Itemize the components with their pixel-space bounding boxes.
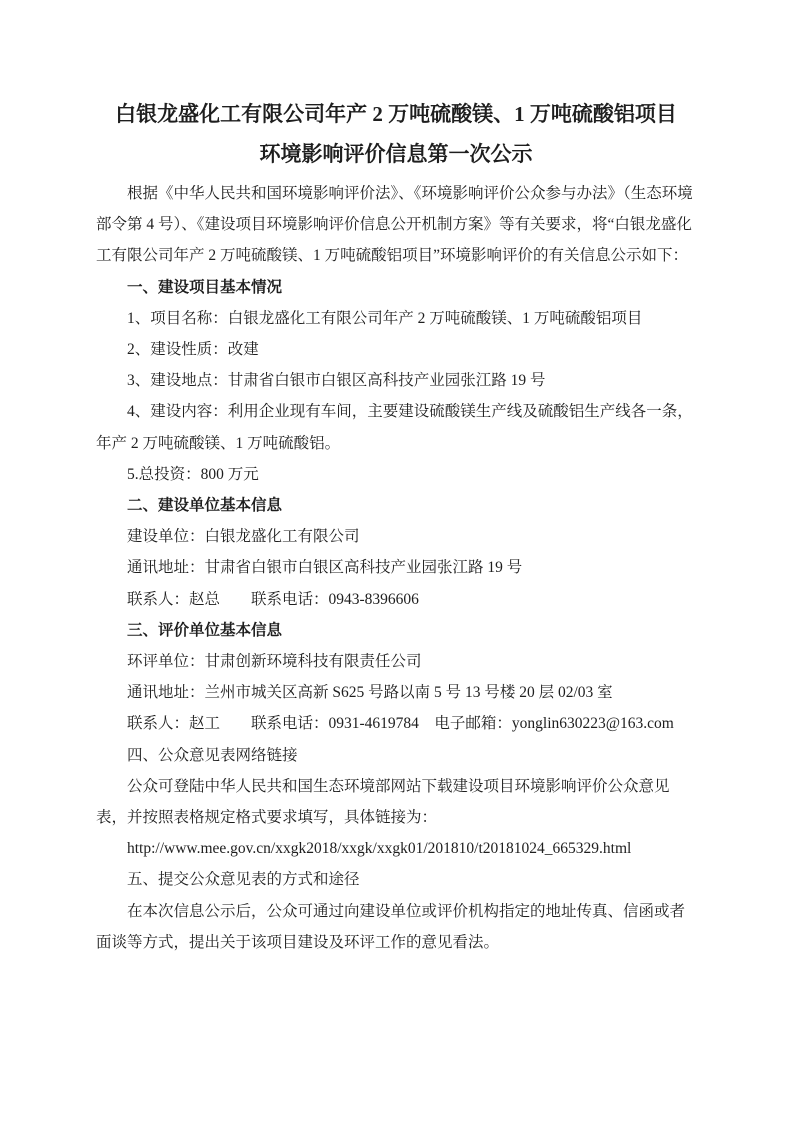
document-body	[96, 178, 696, 958]
section-feedback-link-heading: 四、公众意见表网络链接	[127, 746, 298, 764]
section-builder-info-heading: 二、建设单位基本信息	[127, 497, 283, 515]
feedback-link-url: http://www.mee.gov.cn/xxgk2018/xxgk/xxgk01/201810/t20181024_665329.html	[127, 840, 632, 858]
builder-name-line: 建设单位：白银龙盛化工有限公司	[127, 528, 360, 546]
document-title	[96, 94, 696, 174]
document-title-line-1: 白银龙盛化工有限公司年产 2 万吨硫酸镁、1 万吨硫酸铝项目	[115, 102, 677, 126]
eia-agency-contact-line: 联系人：赵工 联系电话：0931-4619784 电子邮箱：yonglin630223@163.com	[127, 715, 674, 733]
item-construction-content: 4、建设内容：利用企业现有车间，主要建设硫酸镁生产线及硫酸铝生产线各一条，年产 2 万吨硫酸镁、1 万吨硫酸铝。	[96, 403, 693, 452]
document-title-line-2: 环境影响评价信息第一次公示	[259, 142, 533, 166]
submit-methods-description: 在本次信息公示后，公众可通过向建设单位或评价机构指定的地址传真、信函或者面谈等方式，提出关于该项目建设及环评工作的意见看法。	[96, 902, 686, 951]
section-eia-agency-heading: 三、评价单位基本信息	[127, 621, 283, 639]
builder-address-line: 通讯地址：甘肃省白银市白银区高科技产业园张江路 19 号	[127, 559, 523, 577]
item-construction-nature: 2、建设性质：改建	[127, 341, 259, 359]
eia-agency-name-line: 环评单位：甘肃创新环境科技有限责任公司	[127, 653, 422, 671]
item-project-name: 1、项目名称：白银龙盛化工有限公司年产 2 万吨硫酸镁、1 万吨硫酸铝项目	[127, 309, 643, 327]
section-submit-methods-heading: 五、提交公众意见表的方式和途径	[127, 871, 360, 889]
eia-agency-address-line: 通讯地址：兰州市城关区高新 S625 号路以南 5 号 13 号楼 20 层 02/03 室	[127, 684, 613, 702]
feedback-link-description: 公众可登陆中华人民共和国生态环境部网站下载建设项目环境影响评价公众意见表，并按照表格规定格式要求填写，具体链接为：	[96, 777, 670, 827]
item-total-investment: 5.总投资：800 万元	[127, 465, 259, 483]
intro-paragraph: 根据《中华人民共和国环境影响评价法》、《环境影响评价公众参与办法》（生态环境部令第 4 号）、《建设项目环境影响评价信息公开机制方案》等有关要求，将“白银龙盛化工有限公司年产 2 万吨硫酸镁、1 万吨硫酸铝项目”环境影响评价的有关信息公示如下：	[96, 185, 693, 265]
builder-contact-line: 联系人：赵总 联系电话：0943-8396606	[127, 590, 419, 608]
section-basic-info-heading: 一、建设项目基本情况	[127, 278, 283, 296]
item-construction-site: 3、建设地点：甘肃省白银市白银区高科技产业园张江路 19 号	[127, 372, 546, 390]
